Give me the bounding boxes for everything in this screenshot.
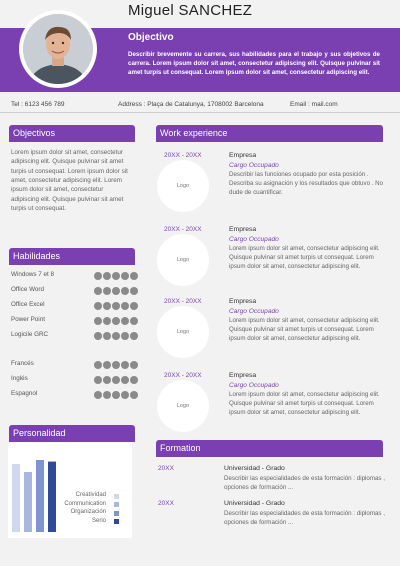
language-label: Francés: [11, 360, 34, 367]
legend-label: Organización: [70, 509, 106, 515]
rating-dot: [130, 302, 138, 310]
work-role: Cargo Occupado: [229, 308, 279, 315]
language-label: Espagnol: [11, 390, 38, 397]
skill-label: Logicile GRC: [11, 331, 49, 338]
rating-dot: [130, 376, 138, 384]
rating-dot: [112, 302, 120, 310]
portrait-image: [23, 14, 93, 84]
rating-dot: [103, 272, 111, 280]
rating-dot: [112, 287, 120, 295]
work-company: Empresa: [229, 298, 257, 305]
rating-dot: [121, 332, 129, 340]
contact-divider: [0, 112, 400, 113]
formation-header: Formation: [156, 440, 383, 456]
contact-address: Address : Plaça de Catalunya, 1708002 Barcelona: [118, 101, 264, 108]
work-date: 20XX - 20XX: [164, 152, 202, 159]
skill-label: Office Excel: [11, 301, 45, 308]
rating-dot: [94, 391, 102, 399]
rating-dot: [103, 287, 111, 295]
skills-header: Habilidades: [9, 248, 135, 264]
work-company: Empresa: [229, 372, 257, 379]
company-logo-label: Logo: [176, 403, 190, 409]
rating-dot: [121, 287, 129, 295]
rating-dot: [112, 332, 120, 340]
legend-label: Communication: [64, 500, 106, 507]
language-label: Inglés: [11, 375, 28, 382]
personality-header: Personalidad: [9, 425, 135, 441]
personality-chart: [8, 442, 132, 538]
formation-date: 20XX: [158, 465, 174, 472]
rating-dot: [112, 272, 120, 280]
candidate-name: Miguel SANCHEZ: [128, 2, 253, 19]
work-header: Work experience: [156, 125, 383, 141]
rating-dot: [94, 332, 102, 340]
work-date: 20XX - 20XX: [164, 226, 202, 233]
rating-dot: [94, 317, 102, 325]
work-description: Describir las funciones ocupado por esta posición . Describa su asignación y los resultados que obtuvo . No dude de cuantificar.: [229, 171, 384, 196]
legend-label: Serio: [91, 517, 106, 524]
contact-phone: Tel : 6123 456 789: [11, 101, 65, 108]
formation-description: Describir las especialidades de esta formación : diplomas , opciones de formación ...: [224, 475, 385, 491]
rating-dot: [103, 391, 111, 399]
rating-dot: [121, 302, 129, 310]
rating-dot: [112, 376, 120, 384]
company-logo-label: Logo: [176, 329, 190, 335]
legend-label: Creatividad: [75, 492, 106, 498]
rating-dot: [94, 361, 102, 369]
rating-dot: [112, 391, 120, 399]
work-company: Empresa: [229, 152, 257, 159]
rating-dot: [130, 317, 138, 325]
rating-dot: [121, 376, 129, 384]
skills-rule: [9, 264, 135, 265]
rating-dot: [94, 302, 102, 310]
rating-dot: [130, 361, 138, 369]
rating-dot: [112, 361, 120, 369]
legend-swatch: [114, 519, 119, 524]
rating-dot: [121, 272, 129, 280]
skill-label: Office Word: [11, 286, 45, 293]
rating-dot: [94, 376, 102, 384]
work-description: Lorem ipsum dolor sit amet, consectetur adipiscing elit. Quisque pulvinar sit amet turpis ut consequat. Lorem ipsum dolor sit amet, consectetur adipiscing elit.: [229, 317, 380, 342]
rating-dot: [121, 317, 129, 325]
work-rule: [156, 141, 383, 142]
rating-dot: [94, 287, 102, 295]
rating-dot: [130, 287, 138, 295]
work-role: Cargo Occupado: [229, 162, 279, 169]
formation-degree: Universidad - Grado: [224, 465, 285, 472]
work-company: Empresa: [229, 226, 257, 233]
rating-dot: [94, 272, 102, 280]
rating-dot: [130, 332, 138, 340]
skill-label: Windows 7 et 8: [11, 271, 55, 278]
objectives-header: Objectivos: [9, 125, 135, 141]
formation-date: 20XX: [158, 500, 174, 507]
work-description: Lorem ipsum dolor sit amet, consectetur adipiscing elit. Quisque pulvinar sit amet turpis ut consequat. Lorem ipsum dolor sit amet, consectetur adipiscing elit.: [229, 391, 380, 416]
legend-swatch: [114, 511, 119, 516]
objective-title: Objectivo: [128, 32, 174, 43]
company-logo-label: Logo: [176, 257, 190, 263]
company-logo-label: Logo: [176, 183, 190, 189]
rating-dot: [103, 361, 111, 369]
work-date: 20XX - 20XX: [164, 298, 202, 305]
objectives-rule: [9, 141, 135, 142]
skill-label: Power Point: [11, 316, 45, 323]
work-role: Cargo Occupado: [229, 382, 279, 389]
contact-email: Email : mail.com: [290, 101, 338, 108]
rating-dot: [121, 391, 129, 399]
objective-text: Describir brevemente su carrera, sus habilidades para el trabajo y sus objetivos de carrera. Lorem ipsum dolor sit amet, consectetur adipiscing elit. Quisque pulvinar sit amet turpis ut consequat. Lorem ipsum dolor sit amet, consectetur adipiscing elit.: [128, 51, 380, 76]
rating-dot: [121, 361, 129, 369]
personality-bar: [12, 464, 20, 532]
rating-dot: [130, 272, 138, 280]
work-description: Lorem ipsum dolor sit amet, consectetur adipiscing elit. Quisque pulvinar sit amet turpis ut consequat. Lorem ipsum dolor sit amet, consectetur adipiscing elit.: [229, 245, 380, 270]
rating-dot: [103, 317, 111, 325]
formation-rule: [156, 456, 383, 457]
rating-dot: [130, 391, 138, 399]
rating-dot: [103, 332, 111, 340]
formation-description: Describir las especialidades de esta formación : diplomas , opciones de formación ...: [224, 510, 385, 526]
work-date: 20XX - 20XX: [164, 372, 202, 379]
profile-photo: [23, 14, 93, 84]
personality-bar: [24, 472, 32, 532]
legend-swatch: [114, 494, 119, 499]
formation-degree: Universidad - Grado: [224, 500, 285, 507]
work-role: Cargo Occupado: [229, 236, 279, 243]
rating-dot: [103, 302, 111, 310]
legend-swatch: [114, 502, 119, 507]
rating-dot: [103, 376, 111, 384]
rating-dot: [112, 317, 120, 325]
objectives-text: Lorem ipsum dolor sit amet, consectetur adipiscing elit. Quisque pulvinar sit amet turpis ut consequat. Lorem ipsum dolor sit amet, consectetur adipiscing elit. Lorem ipsum dolor sit amet, consectetur adipiscing elit. Quisque pulvinar sit amet turpis ut consequat.: [11, 149, 128, 212]
